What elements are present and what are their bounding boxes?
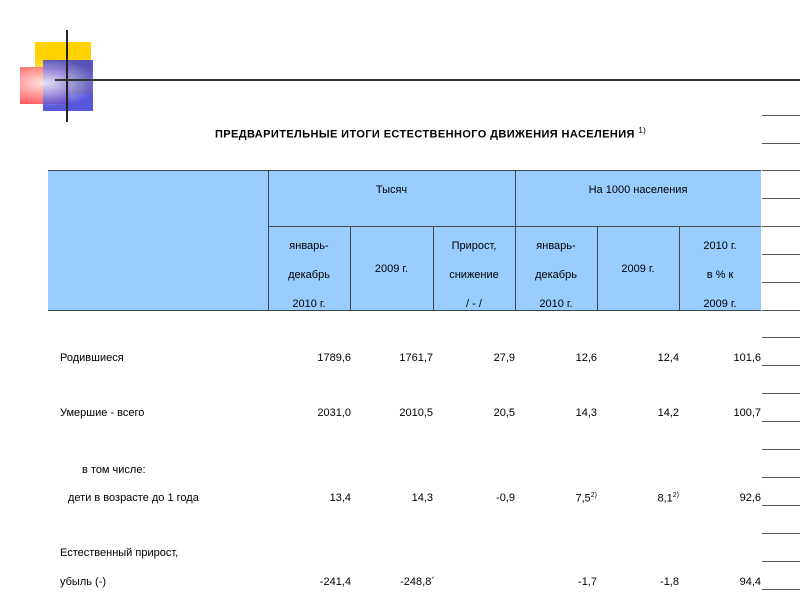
row-label-natural-1: Естественный прирост, bbox=[60, 547, 179, 559]
cell-natural-rate-2009: -1,8 bbox=[660, 576, 679, 588]
edge-rule bbox=[762, 393, 800, 394]
cell-natural-abs-2010: -241,4 bbox=[319, 576, 351, 588]
col-2009-rate: 2009 г. bbox=[621, 263, 655, 275]
header-border-bottom bbox=[48, 310, 761, 311]
cell-infants-abs-2010: 13,4 bbox=[329, 492, 351, 504]
row-label-natural-2: убыль (-) bbox=[60, 576, 107, 588]
col-pct: 2010 г. в % к 2009 г. bbox=[703, 240, 737, 310]
cell-infants-rate-2010: 7,5$^{2)}$ bbox=[575, 492, 597, 505]
edge-rule bbox=[762, 143, 800, 144]
group-per-1000: На 1000 населения bbox=[588, 184, 688, 196]
cell-deaths-abs-2009: 2010,5 bbox=[399, 407, 433, 419]
cell-births-abs-2009: 1761,7 bbox=[399, 352, 433, 364]
cell-infants-rate-2009: 8,1$^{2)}$ bbox=[657, 492, 679, 505]
edge-rule bbox=[762, 337, 800, 338]
cell-births-rate-2009: 12,4 bbox=[657, 352, 679, 364]
row-label-births: Родившиеся bbox=[60, 352, 124, 364]
cell-infants-pct: 92,6 bbox=[739, 492, 761, 504]
edge-rule bbox=[762, 254, 800, 255]
cell-natural-rate-2010: -1,7 bbox=[578, 576, 597, 588]
cell-deaths-rate-2010: 14,3 bbox=[575, 407, 597, 419]
edge-rule bbox=[762, 170, 800, 171]
cell-deaths-rate-2009: 14,2 bbox=[657, 407, 679, 419]
cell-births-rate-2010: 12,6 bbox=[575, 352, 597, 364]
col-jan-dec-rate: январь- декабрь 2010 г. bbox=[535, 240, 577, 310]
edge-rule bbox=[762, 477, 800, 478]
edge-rule bbox=[762, 505, 800, 506]
cell-births-pct: 101,6 bbox=[733, 352, 761, 364]
header-rule bbox=[55, 79, 800, 81]
edge-rule bbox=[762, 449, 800, 450]
edge-rule bbox=[762, 365, 800, 366]
group-thousands: Тысяч bbox=[375, 184, 408, 196]
col-growth: Прирост, снижение / - / bbox=[449, 240, 499, 310]
edge-rule bbox=[762, 533, 800, 534]
edge-rule bbox=[762, 198, 800, 199]
row-label-infants: дети в возрасте до 1 года bbox=[68, 492, 199, 504]
cell-deaths-abs-2010: 2031,0 bbox=[317, 407, 351, 419]
cell-natural-pct: 94,4 bbox=[739, 576, 761, 588]
cell-births-growth: 27,9 bbox=[493, 352, 515, 364]
cell-deaths-pct: 100,7 bbox=[733, 407, 761, 419]
cell-natural-abs-2009: -248,8´ bbox=[400, 576, 435, 588]
cell-deaths-growth: 20,5 bbox=[493, 407, 515, 419]
edge-rule bbox=[762, 561, 800, 562]
col-2009-abs: 2009 г. bbox=[374, 263, 409, 275]
edge-rule bbox=[762, 310, 800, 311]
edge-rule bbox=[762, 226, 800, 227]
table-title: ПРЕДВАРИТЕЛЬНЫЕ ИТОГИ ЕСТЕСТВЕННОГО ДВИЖЕНИЯ НАСЕЛЕНИЯ $^{1)}$ bbox=[215, 126, 647, 141]
edge-rule bbox=[762, 282, 800, 283]
cell-infants-growth: -0,9 bbox=[496, 492, 515, 504]
cell-infants-abs-2009: 14,3 bbox=[411, 492, 433, 504]
edge-rule bbox=[762, 589, 800, 590]
edge-rule bbox=[762, 115, 800, 116]
edge-rule bbox=[762, 421, 800, 422]
row-label-including: в том числе: bbox=[82, 464, 146, 476]
header-border-top bbox=[48, 170, 761, 171]
logo-glow bbox=[20, 58, 100, 108]
cell-births-abs-2010: 1789,6 bbox=[317, 352, 351, 364]
logo-vertical-line bbox=[66, 30, 68, 122]
col-jan-dec-abs: январь- декабрь 2010 г. bbox=[288, 240, 330, 310]
row-label-deaths: Умершие - всего bbox=[60, 407, 145, 419]
